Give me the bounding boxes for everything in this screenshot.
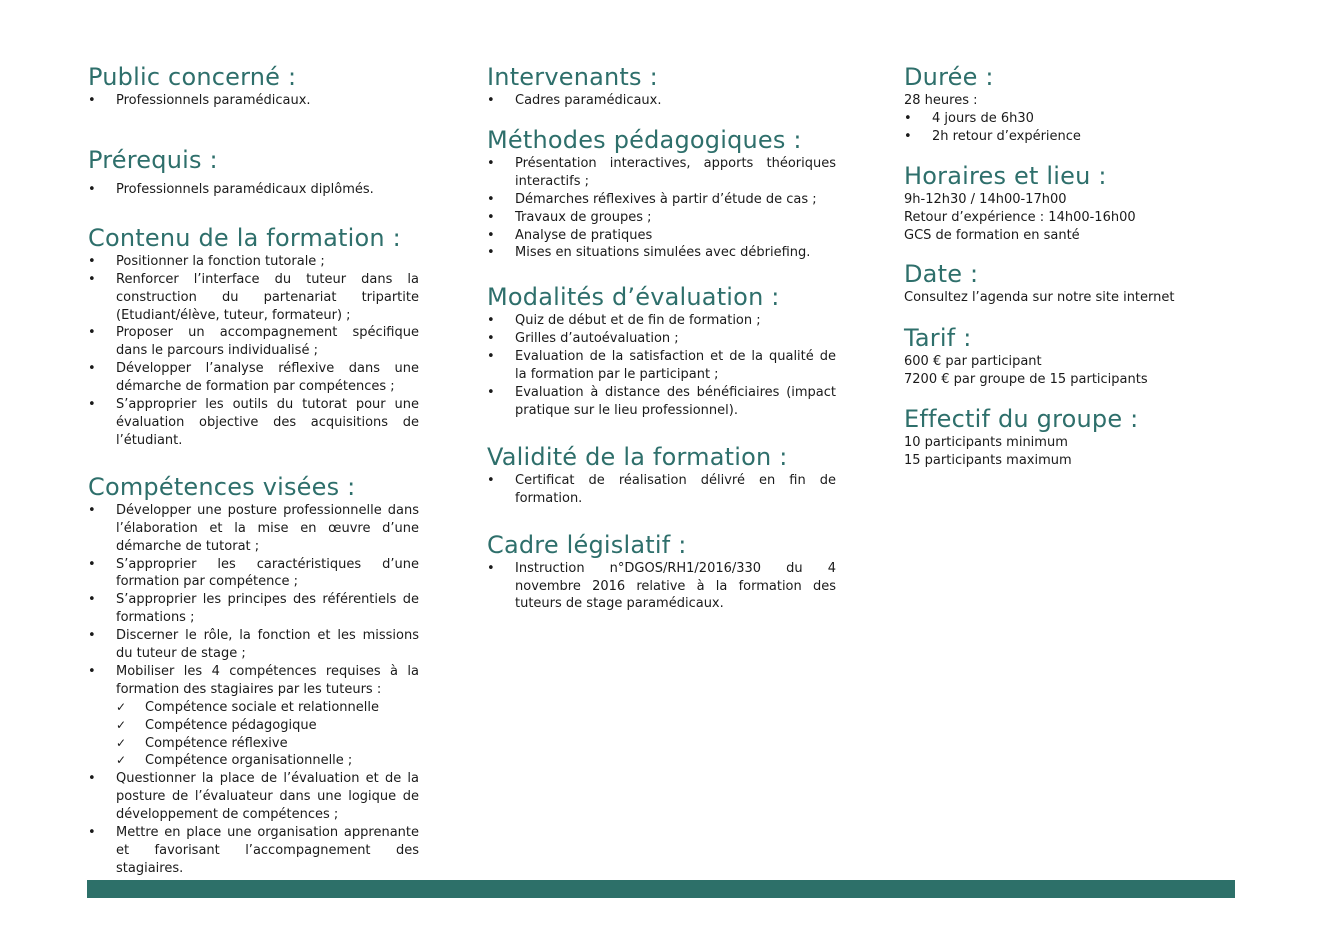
list-item: • Présentation interactives, apports théoriques interactifs ; xyxy=(487,155,836,191)
list-item: • Analyse de pratiques xyxy=(487,227,836,245)
section-modalites xyxy=(487,282,836,419)
list-item: • Evaluation à distance des bénéficiaires (impact pratique sur le lieu professionnel). xyxy=(487,384,836,420)
list-duree xyxy=(904,110,1204,146)
list-item: • Développer l’analyse réflexive dans une démarche de formation par compétences ; xyxy=(88,360,419,396)
heading-public: Public concerné : xyxy=(88,63,297,91)
heading-effectif: Effectif du groupe : xyxy=(904,405,1139,434)
section-cadre xyxy=(487,530,836,614)
list-item: • Questionner la place de l’évaluation et de la posture de l’évaluateur dans une logique de développement de compétences ; xyxy=(88,770,419,824)
list-item: • Mobiliser les 4 compétences requises à la formation des stagiaires par les tuteurs : xyxy=(88,663,419,699)
heading-intervenants: Intervenants : xyxy=(487,63,658,91)
heading-date: Date : xyxy=(904,260,979,289)
list-item: • 2h retour d’expérience xyxy=(904,128,1204,146)
check-item: ✓ Compétence réflexive xyxy=(88,735,419,753)
list-cadre xyxy=(487,560,836,614)
section-public xyxy=(88,62,419,110)
list-contenu xyxy=(88,253,419,450)
heading-contenu: Contenu de la formation : xyxy=(88,223,401,252)
list-item: • 4 jours de 6h30 xyxy=(904,110,1204,128)
list-item: • Mises en situations simulées avec débriefing. xyxy=(487,244,836,262)
list-item: • Evaluation de la satisfaction et de la qualité de la formation par le participant ; xyxy=(487,348,836,384)
check-item: ✓ Compétence organisationnelle ; xyxy=(88,752,419,770)
section-date xyxy=(904,259,1204,307)
list-item: • Cadres paramédicaux. xyxy=(487,92,836,110)
list-item: • Travaux de groupes ; xyxy=(487,209,836,227)
list-item: • Positionner la fonction tutorale ; xyxy=(88,253,419,271)
list-item: • Développer une posture professionnelle dans l’élaboration et la mise en œuvre d’une démarche de tutorat ; xyxy=(88,502,419,556)
list-modalites xyxy=(487,312,836,419)
heading-methodes: Méthodes pédagogiques : xyxy=(487,125,802,154)
horaires-line: Retour d’expérience : 14h00-16h00 xyxy=(904,209,1136,225)
section-competences xyxy=(88,472,419,878)
section-prerequis xyxy=(88,145,419,199)
heading-validite: Validité de la formation : xyxy=(487,442,788,471)
effectif-line: 10 participants minimum xyxy=(904,435,1068,451)
heading-cadre: Cadre législatif : xyxy=(487,530,687,559)
list-item: • Professionnels paramédicaux diplômés. xyxy=(88,181,419,199)
list-item: • Proposer un accompagnement spécifique dans le parcours individualisé ; xyxy=(88,324,419,360)
heading-prerequis: Prérequis : xyxy=(88,145,218,174)
date-line: Consultez l’agenda sur notre site internet xyxy=(904,290,1175,306)
list-item: • Discerner le rôle, la fonction et les missions du tuteur de stage ; xyxy=(88,627,419,663)
list-item: • Certificat de réalisation délivré en fin de formation. xyxy=(487,472,836,508)
column-1 xyxy=(88,62,419,878)
list-prerequis xyxy=(88,181,419,199)
check-item: ✓ Compétence sociale et relationnelle xyxy=(88,699,419,717)
horaires-line: 9h-12h30 / 14h00-17h00 xyxy=(904,191,1067,207)
list-validite xyxy=(487,472,836,508)
effectif-line: 15 participants maximum xyxy=(904,453,1072,469)
section-tarif xyxy=(904,323,1204,389)
list-intervenants xyxy=(487,92,836,110)
list-item: • Renforcer l’interface du tuteur dans la construction du partenariat tripartite (Etudiant/élève, tuteur, formateur) ; xyxy=(88,271,419,325)
section-methodes xyxy=(487,125,836,262)
heading-duree: Durée : xyxy=(904,63,994,91)
horaires-line: GCS de formation en santé xyxy=(904,227,1080,243)
tarif-line: 7200 € par groupe de 15 participants xyxy=(904,372,1148,388)
section-contenu xyxy=(88,223,419,450)
heading-modalites: Modalités d’évaluation : xyxy=(487,283,780,312)
check-item: ✓ Compétence pédagogique xyxy=(88,717,419,735)
list-item: • S’approprier les outils du tutorat pour une évaluation objective des acquisitions de l’étudiant. xyxy=(88,396,419,450)
list-item: • Démarches réflexives à partir d’étude de cas ; xyxy=(487,191,836,209)
list-item: • Grilles d’autoévaluation ; xyxy=(487,330,836,348)
list-item: • S’approprier les principes des référentiels de formations ; xyxy=(88,591,419,627)
heading-horaires: Horaires et lieu : xyxy=(904,161,1107,190)
heading-tarif: Tarif : xyxy=(904,324,972,353)
section-validite xyxy=(487,442,836,508)
section-effectif xyxy=(904,404,1204,470)
column-2 xyxy=(487,62,836,613)
list-item: • Instruction n°DGOS/RH1/2016/330 du 4 novembre 2016 relative à la formation des tuteurs de stage paramédicaux. xyxy=(487,560,836,614)
column-3 xyxy=(904,62,1204,470)
list-item: • S’approprier les caractéristiques d’une formation par compétence ; xyxy=(88,556,419,592)
list-item: • Mettre en place une organisation apprenante et favorisant l’accompagnement des stagiaires. xyxy=(88,824,419,878)
list-competences xyxy=(88,502,419,878)
section-duree xyxy=(904,62,1204,146)
section-horaires xyxy=(904,161,1204,245)
footer-bar xyxy=(87,880,1235,898)
duree-text: 28 heures : xyxy=(904,93,978,108)
list-public xyxy=(88,92,419,110)
section-intervenants xyxy=(487,62,836,110)
tarif-line: 600 € par participant xyxy=(904,354,1042,370)
list-item: • Quiz de début et de fin de formation ; xyxy=(487,312,836,330)
list-methodes xyxy=(487,155,836,262)
list-item: • Professionnels paramédicaux. xyxy=(88,92,419,110)
heading-competences: Compétences visées : xyxy=(88,472,356,501)
